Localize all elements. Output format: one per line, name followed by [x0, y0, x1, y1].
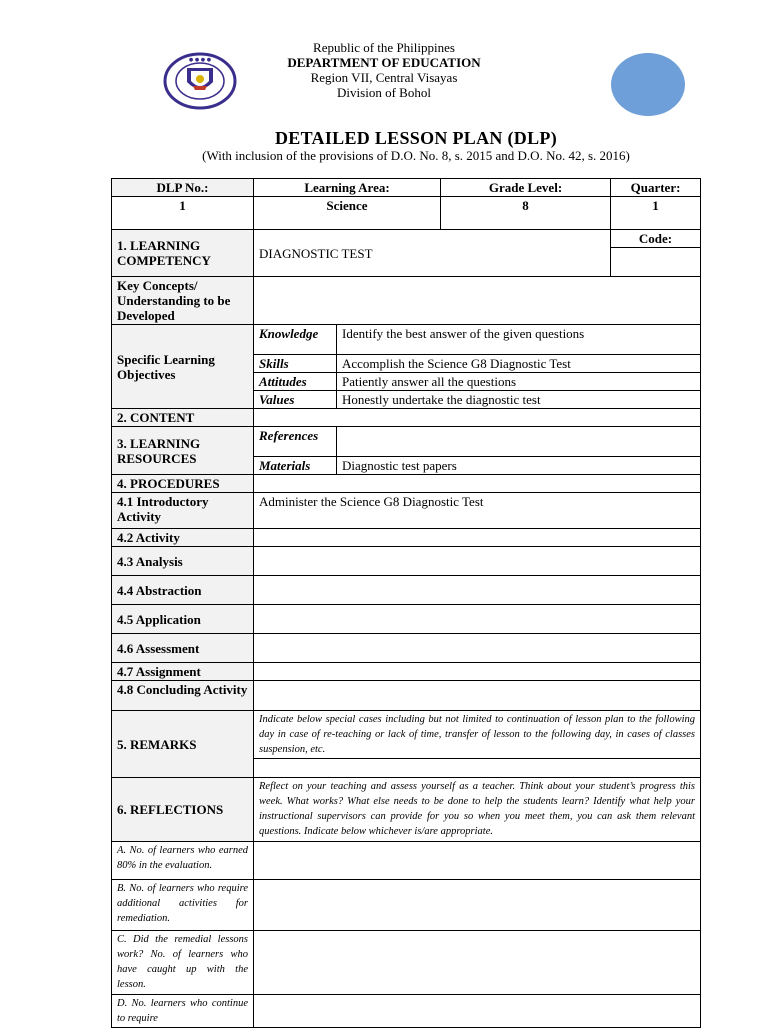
application-label: 4.5 Application	[112, 605, 254, 634]
application-value	[254, 605, 701, 634]
quarter-label: Quarter:	[611, 179, 701, 197]
remarks-label: 5. REMARKS	[112, 711, 254, 778]
activity-value	[254, 529, 701, 547]
reflection-d-label: D. No. learners who continue to require	[112, 995, 254, 1028]
materials-label: Materials	[254, 457, 337, 475]
references-value	[337, 427, 701, 457]
attitudes-value: Patiently answer all the questions	[337, 373, 701, 391]
division-line: Division of Bohol	[337, 85, 431, 100]
dlp-no-label: DLP No.:	[112, 179, 254, 197]
reflection-b-value	[254, 880, 701, 931]
reflection-c-label: C. Did the remedial lessons work? No. of learners who have caught up with the lesson.	[112, 931, 254, 995]
reflection-a-value	[254, 842, 701, 880]
dlp-no-value: 1	[112, 197, 254, 230]
analysis-value	[254, 547, 701, 576]
competency-label: 1. LEARNING COMPETENCY	[112, 230, 254, 277]
assessment-label: 4.6 Assessment	[112, 634, 254, 663]
reflection-c-value	[254, 931, 701, 995]
skills-value: Accomplish the Science G8 Diagnostic Test	[337, 355, 701, 373]
objectives-label: Specific Learning Objectives	[112, 325, 254, 409]
assignment-value	[254, 663, 701, 681]
key-concepts-label: Key Concepts/ Understanding to be Developed	[112, 277, 254, 325]
code-value	[611, 248, 701, 277]
code-label: Code:	[611, 230, 701, 248]
key-concepts-value	[254, 277, 701, 325]
svg-text:● ● ● ●: ● ● ● ●	[188, 57, 212, 63]
reflection-b-label: B. No. of learners who require additional activities for remediation.	[112, 880, 254, 931]
lesson-plan-table	[111, 178, 701, 1028]
knowledge-value: Identify the best answer of the given questions	[337, 325, 701, 355]
concluding-activity-label: 4.8 Concluding Activity	[112, 681, 254, 711]
reflection-d-value	[254, 995, 701, 1028]
grade-level-value: 8	[441, 197, 611, 230]
abstraction-value	[254, 576, 701, 605]
assignment-label: 4.7 Assignment	[112, 663, 254, 681]
abstraction-label: 4.4 Abstraction	[112, 576, 254, 605]
reflections-instructions: Reflect on your teaching and assess yourself as a teacher. Think about your student’s progress this week. What works? What else needs to be done to help the students learn? Identify what help your instructional supervisors can provide for you so when you meet them, you can ask them relevant questions. Indicate below whichever is/are appropriate.	[254, 778, 701, 842]
republic-line: Republic of the Philippines	[313, 40, 455, 55]
skills-label: Skills	[254, 355, 337, 373]
materials-value: Diagnostic test papers	[337, 457, 701, 475]
page-subtitle: (With inclusion of the provisions of D.O. No. 8, s. 2015 and D.O. No. 42, s. 2016)	[202, 148, 630, 163]
content-value	[254, 409, 701, 427]
reflections-label: 6. REFLECTIONS	[112, 778, 254, 842]
values-value: Honestly undertake the diagnostic test	[337, 391, 701, 409]
references-label: References	[254, 427, 337, 457]
procedures-value	[254, 475, 701, 493]
learning-area-value: Science	[254, 197, 441, 230]
introductory-activity-value: Administer the Science G8 Diagnostic Test	[254, 493, 701, 529]
department-line: DEPARTMENT OF EDUCATION	[287, 55, 481, 70]
assessment-value	[254, 634, 701, 663]
knowledge-label: Knowledge	[254, 325, 337, 355]
page-title: DETAILED LESSON PLAN (DLP)	[274, 128, 557, 148]
competency-value: DIAGNOSTIC TEST	[254, 230, 611, 277]
procedures-label: 4. PROCEDURES	[112, 475, 254, 493]
reflection-a-label: A. No. of learners who earned 80% in the evaluation.	[112, 842, 254, 880]
quarter-value: 1	[611, 197, 701, 230]
remarks-instructions: Indicate below special cases including but not limited to continuation of lesson plan to the following day in case of re-teaching or lack of time, transfer of lesson to the following day, in cases of classes suspension, etc.	[254, 711, 701, 759]
grade-level-label: Grade Level:	[441, 179, 611, 197]
analysis-label: 4.3 Analysis	[112, 547, 254, 576]
content-label: 2. CONTENT	[112, 409, 254, 427]
attitudes-label: Attitudes	[254, 373, 337, 391]
concluding-activity-value	[254, 681, 701, 711]
region-line: Region VII, Central Visayas	[310, 70, 458, 85]
resources-label: 3. LEARNING RESOURCES	[112, 427, 254, 475]
values-label: Values	[254, 391, 337, 409]
introductory-activity-label: 4.1 Introductory Activity	[112, 493, 254, 529]
learning-area-label: Learning Area:	[254, 179, 441, 197]
remarks-value	[254, 759, 701, 778]
activity-label: 4.2 Activity	[112, 529, 254, 547]
